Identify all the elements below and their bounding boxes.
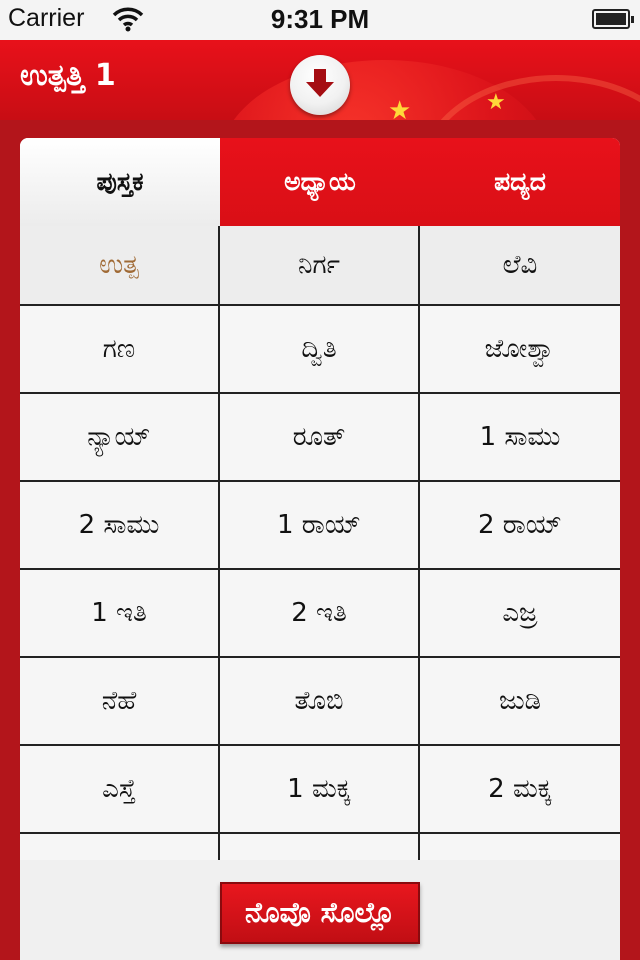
bottom-bar bbox=[20, 860, 620, 960]
tab-book[interactable]: ಪುಸ್ತಕ bbox=[20, 138, 220, 226]
book-cell-empty[interactable] bbox=[20, 834, 220, 860]
tab-verse[interactable]: ಪದ್ಯದ bbox=[420, 138, 620, 226]
status-bar bbox=[0, 0, 640, 40]
tab-bar bbox=[20, 138, 620, 226]
new-testament-button[interactable]: ನೊವೊ ಸೊಲ್ಲೊ bbox=[220, 882, 420, 944]
selector-panel bbox=[20, 138, 620, 860]
page-title: ಉತ್ಪತ್ತಿ 1 bbox=[20, 58, 116, 93]
book-cell[interactable]: ಜೋಶ್ವಾ bbox=[420, 306, 620, 394]
book-cell[interactable]: ಲೆವಿ bbox=[420, 226, 620, 306]
book-cell[interactable]: 2 ಮಕ್ಕ bbox=[420, 746, 620, 834]
clock: 9:31 PM bbox=[270, 4, 370, 34]
book-cell[interactable]: ಎಸ್ತೆ bbox=[20, 746, 220, 834]
book-cell-empty[interactable] bbox=[420, 834, 620, 860]
nav-bar bbox=[0, 40, 640, 120]
book-cell[interactable]: 2 ರಾಯ್ bbox=[420, 482, 620, 570]
book-cell[interactable]: ದ್ವಿತಿ bbox=[220, 306, 420, 394]
book-cell[interactable]: ಜುಡಿ bbox=[420, 658, 620, 746]
carrier-label: Carrier bbox=[8, 4, 85, 32]
book-cell[interactable]: 2 ಸಾಮು bbox=[20, 482, 220, 570]
book-cell[interactable]: 1 ರಾಯ್ bbox=[220, 482, 420, 570]
book-cell[interactable]: 2 ಇತಿ bbox=[220, 570, 420, 658]
star-icon: ★ bbox=[486, 90, 506, 115]
book-cell[interactable]: ರೂತ್ bbox=[220, 394, 420, 482]
arrow-down-icon bbox=[303, 66, 337, 104]
book-cell[interactable]: ಎಜ್ರ bbox=[420, 570, 620, 658]
download-button[interactable] bbox=[290, 55, 350, 115]
book-grid bbox=[20, 226, 620, 860]
battery-icon bbox=[592, 9, 630, 29]
book-cell[interactable]: ಉತ್ಪ bbox=[20, 226, 220, 306]
book-cell[interactable]: ನ್ಯಾಯ್ bbox=[20, 394, 220, 482]
tab-chapter[interactable]: ಅಧ್ಯಾಯ bbox=[220, 138, 420, 226]
book-cell[interactable]: 1 ಮಕ್ಕ bbox=[220, 746, 420, 834]
book-cell[interactable]: ನೆಹೆ bbox=[20, 658, 220, 746]
star-icon: ★ bbox=[388, 96, 412, 120]
book-cell[interactable]: 1 ಸಾಮು bbox=[420, 394, 620, 482]
book-cell-empty[interactable] bbox=[220, 834, 420, 860]
book-cell[interactable]: ಗಣ bbox=[20, 306, 220, 394]
book-cell[interactable]: 1 ಇತಿ bbox=[20, 570, 220, 658]
book-cell[interactable]: ತೊಬಿ bbox=[220, 658, 420, 746]
book-cell[interactable]: ನಿರ್ಗ bbox=[220, 226, 420, 306]
